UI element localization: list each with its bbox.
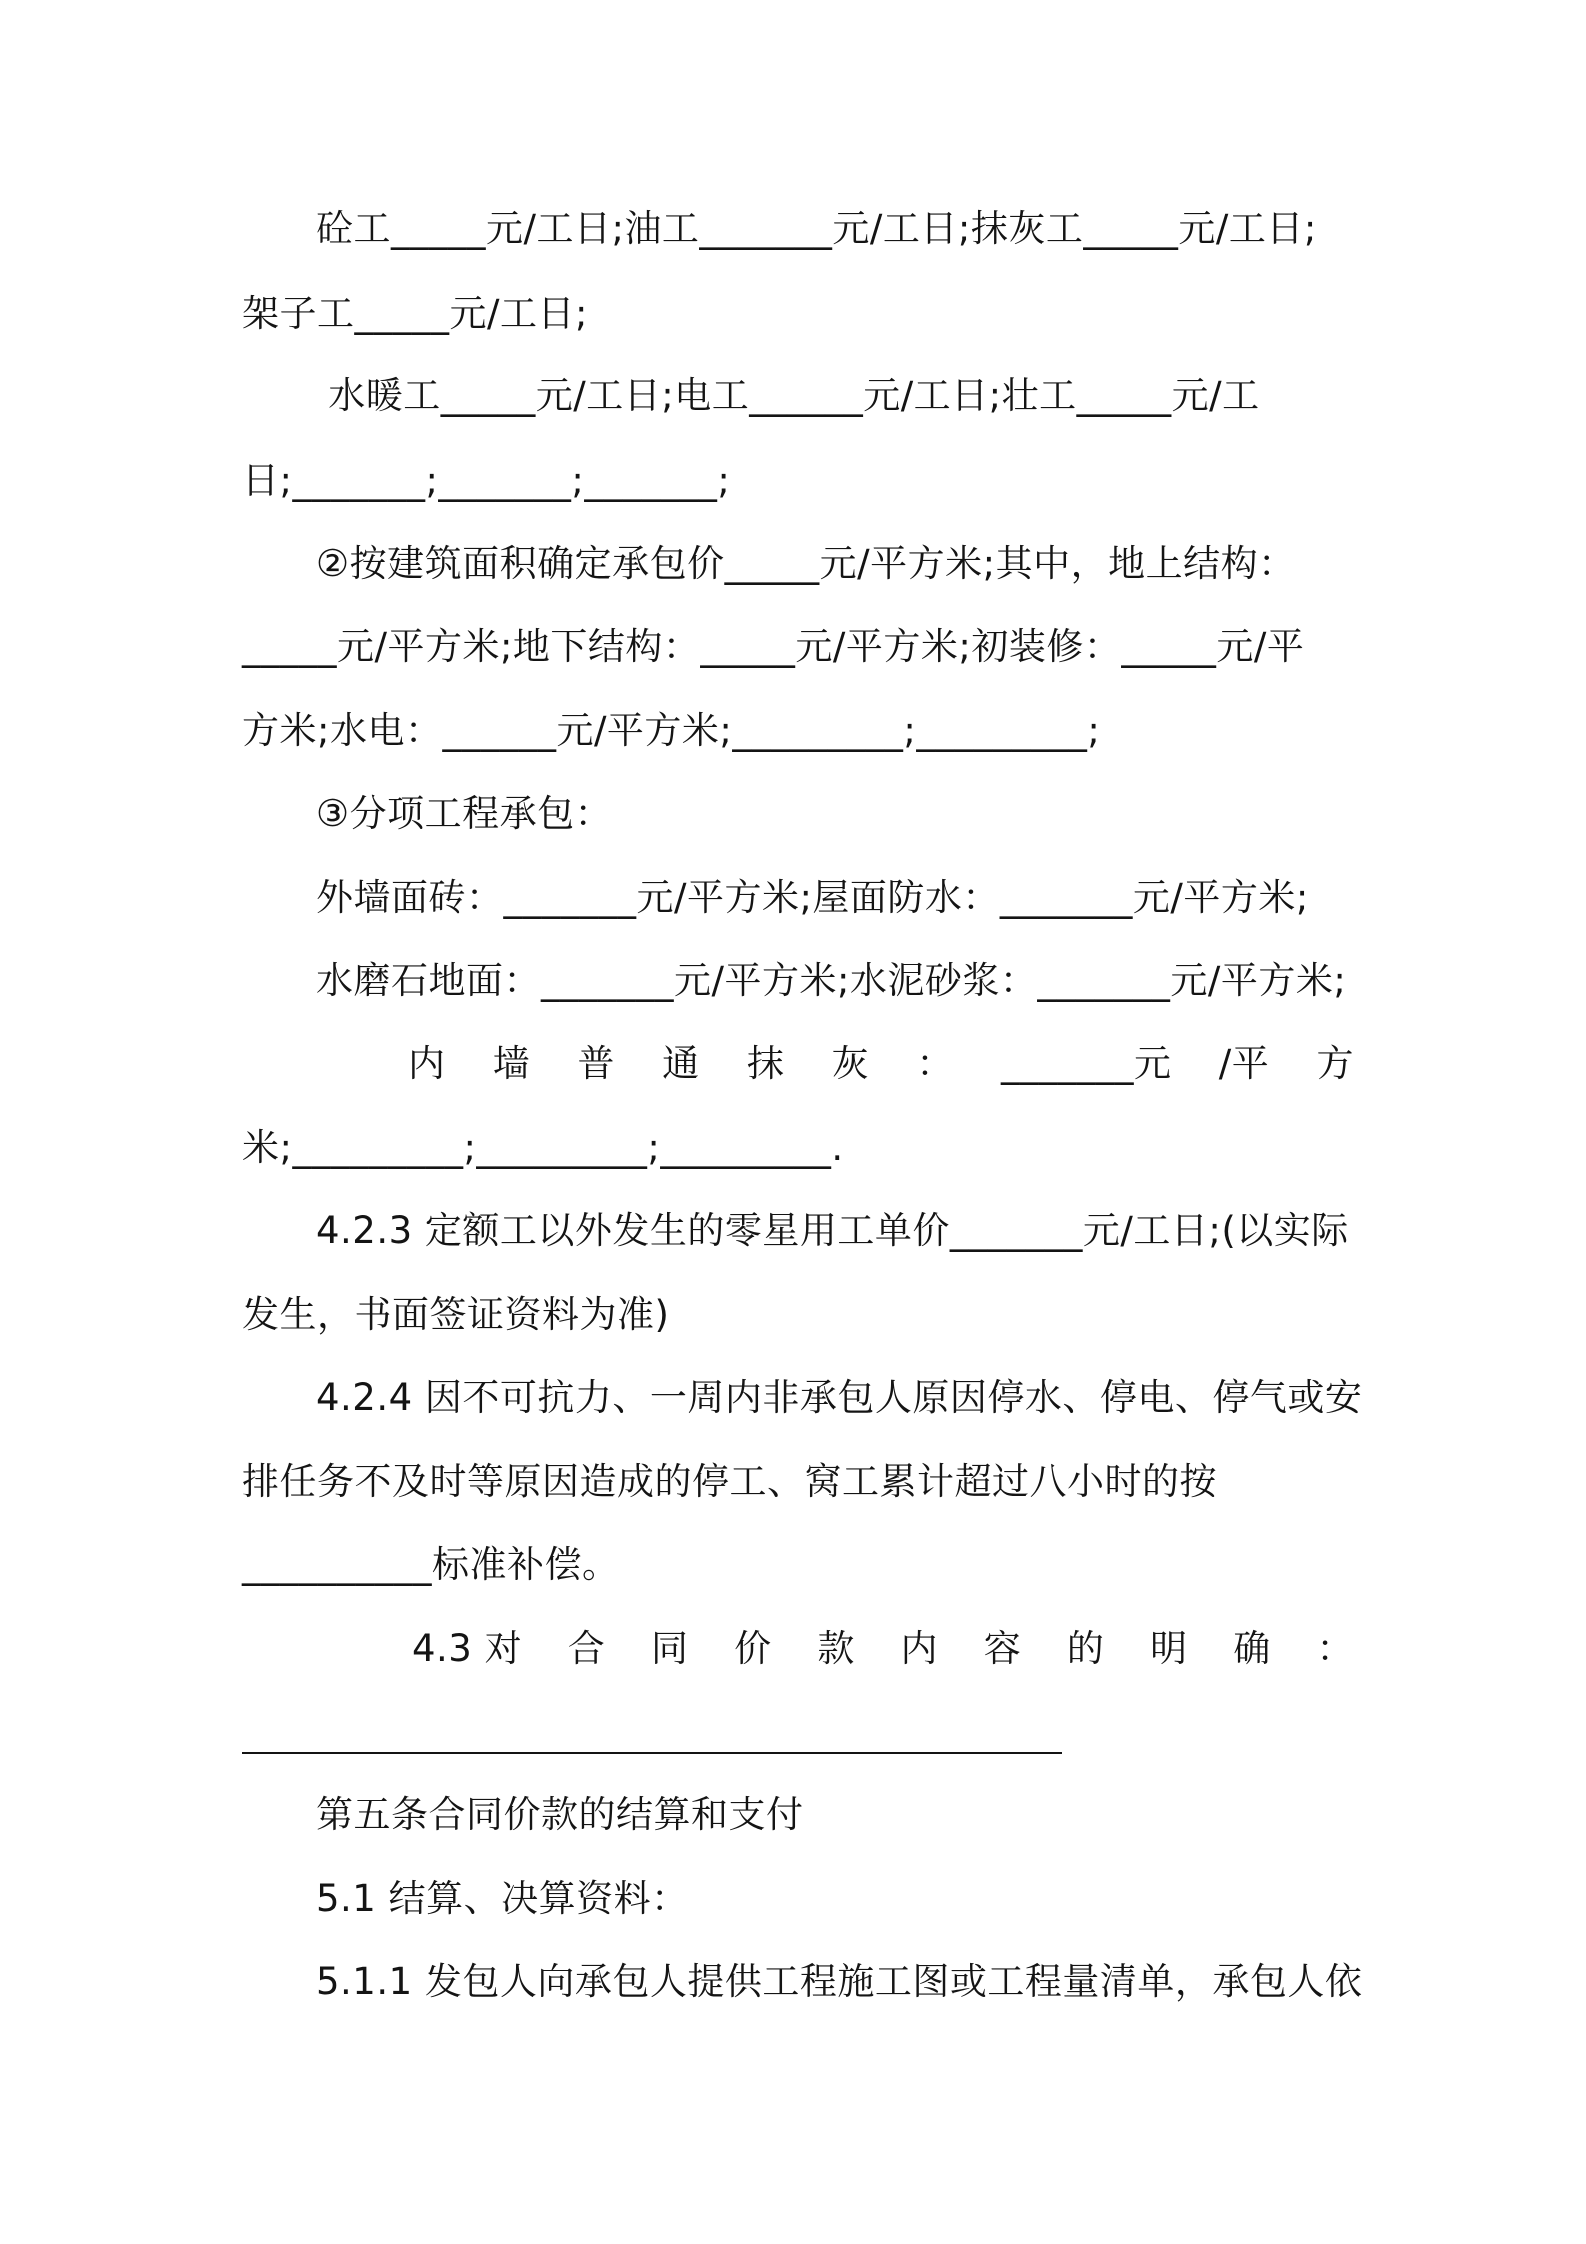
text-line-4-2-4-a: 4.2.4 因不可抗力、一周内非承包人原因停水、停电、停气或安	[316, 1376, 1363, 1419]
text-line-labor-rates-1: 砼工_____元/工日;油工_______元/工日;抹灰工_____元/工日;	[316, 207, 1317, 250]
text-line-area-price-3: 方米;水电：______元/平方米;_________;_________;	[242, 709, 1101, 752]
text-line-subitem-3: 内 墙 普 通 抹 灰 ： _______元 /平 方	[408, 1042, 1354, 1085]
text-line-4-2-4-c: __________标准补偿。	[242, 1543, 620, 1586]
text-line-4-2-3-b: 发生，书面签证资料为准)	[242, 1293, 670, 1336]
text-line-5-1: 5.1 结算、决算资料：	[316, 1877, 689, 1920]
text-line-subitem-2: 水磨石地面：_______元/平方米;水泥砂浆：_______元/平方米;	[316, 959, 1347, 1002]
section-heading-article-5: 第五条合同价款的结算和支付	[316, 1793, 804, 1836]
text-line-4-2-4-b: 排任务不及时等原因造成的停工、窝工累计超过八小时的按	[242, 1460, 1217, 1503]
text-line-labor-rates-2: 架子工_____元/工日;	[242, 292, 588, 335]
text-line-subitem-4: 米;_________;_________;_________.	[242, 1126, 844, 1169]
text-line-labor-rates-3: 水暖工_____元/工日;电工______元/工日;壮工_____元/工	[316, 374, 1260, 417]
text-line-subitem-heading: ③分项工程承包：	[316, 792, 613, 835]
text-line-4-3: 4.3 对 合 同 价 款 内 容 的 明 确 ：	[412, 1627, 1354, 1670]
text-line-area-price-1: ②按建筑面积确定承包价_____元/平方米;其中，地上结构：	[316, 542, 1296, 585]
fill-in-blank-line	[242, 1752, 1062, 1754]
text-line-labor-rates-4: 日;_______;_______;_______;	[242, 459, 731, 502]
text-line-subitem-1: 外墙面砖：_______元/平方米;屋面防水：_______元/平方米;	[316, 876, 1309, 919]
text-line-4-2-3-a: 4.2.3 定额工以外发生的零星用工单价_______元/工日;(以实际	[316, 1209, 1349, 1252]
text-line-area-price-2: _____元/平方米;地下结构：_____元/平方米;初装修：_____元/平	[242, 625, 1305, 668]
text-line-5-1-1: 5.1.1 发包人向承包人提供工程施工图或工程量清单，承包人依	[316, 1960, 1363, 2003]
